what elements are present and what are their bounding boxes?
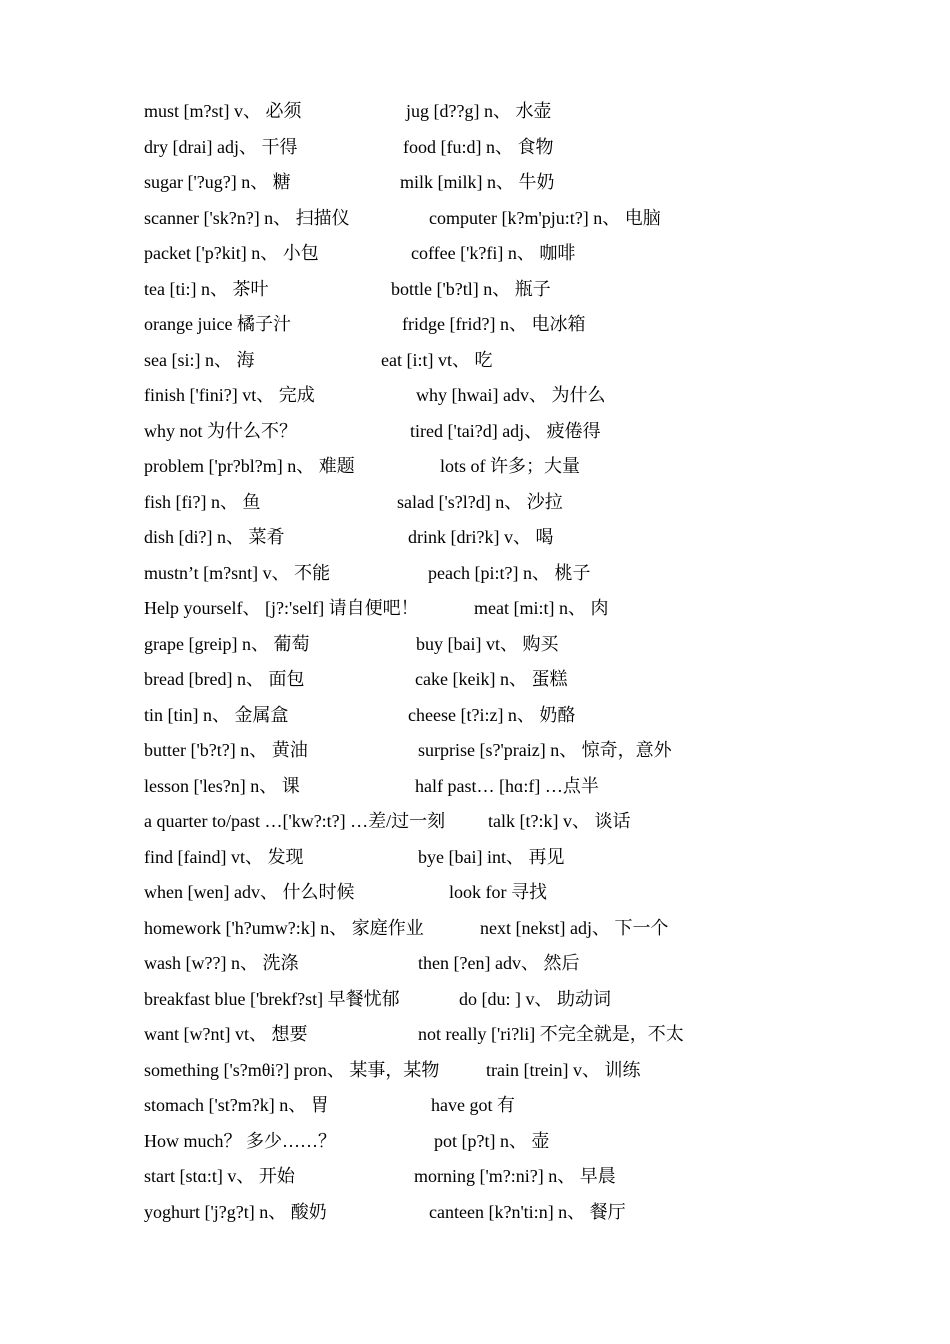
- vocab-row: [0, 130, 950, 166]
- vocab-entry-right: look for 寻找: [449, 882, 547, 902]
- vocab-entry-left: bread [bred] n、 面包: [144, 669, 305, 689]
- vocab-entry-left: a quarter to/past …['kw?:t?] …差/过一刻: [144, 811, 446, 831]
- vocab-row: [0, 982, 950, 1018]
- vocab-entry-right: tired ['tai?d] adj、 疲倦得: [410, 420, 601, 441]
- vocab-entry-left: sugar ['?ug?] n、 糖: [144, 172, 291, 192]
- vocab-row: [0, 1053, 950, 1089]
- vocab-row: [0, 414, 950, 450]
- vocab-entry-right: have got 有: [431, 1095, 515, 1115]
- vocab-row: [0, 733, 950, 769]
- vocab-entry-left: lesson ['les?n] n、 课: [144, 775, 300, 796]
- vocab-entry-right: bottle ['b?tl] n、 瓶子: [391, 278, 551, 299]
- vocab-row: [0, 1195, 950, 1231]
- vocab-entry-left: dish [di?] n、 菜肴: [144, 527, 285, 547]
- vocab-row: [0, 165, 950, 201]
- vocab-row: [0, 946, 950, 982]
- vocab-row: [0, 201, 950, 237]
- vocab-entry-right: food [fu:d] n、 食物: [403, 136, 554, 157]
- vocabulary-list: [0, 94, 950, 1230]
- vocab-entry-right: next [nekst] adj、 下一个: [480, 917, 669, 938]
- vocab-entry-right: why [hwai] adv、 为什么: [416, 385, 606, 405]
- vocab-entry-right: canteen [k?n'ti:n] n、 餐厅: [429, 1201, 626, 1222]
- vocab-row: [0, 1088, 950, 1124]
- vocab-entry-right: meat [mi:t] n、 肉: [474, 598, 609, 618]
- vocab-row: [0, 449, 950, 485]
- vocab-row: [0, 556, 950, 592]
- vocab-entry-left: sea [si:] n、 海: [144, 349, 255, 370]
- vocab-entry-right: train [trein] v、 训练: [486, 1059, 641, 1080]
- vocab-entry-right: eat [i:t] vt、 吃: [381, 349, 493, 370]
- vocab-entry-left: yoghurt ['j?g?t] n、 酸奶: [144, 1201, 327, 1222]
- vocab-entry-right: half past… [hɑ:f] …点半: [415, 775, 599, 796]
- vocab-entry-left: find [faind] vt、 发现: [144, 846, 304, 867]
- vocab-entry-left: fish [fi?] n、 鱼: [144, 491, 261, 512]
- vocab-row: [0, 875, 950, 911]
- vocab-entry-right: not really ['ri?li] 不完全就是，不太: [418, 1024, 684, 1044]
- vocab-row: [0, 236, 950, 272]
- vocab-entry-right: jug [d??g] n、 水壶: [406, 101, 552, 121]
- vocab-row: [0, 343, 950, 379]
- vocab-row: [0, 840, 950, 876]
- vocab-entry-left: start [stɑ:t] v、 开始: [144, 1166, 295, 1186]
- vocab-entry-right: computer [k?m'pju:t?] n、 电脑: [429, 207, 661, 228]
- vocab-entry-left: butter ['b?t?] n、 黄油: [144, 740, 308, 760]
- vocab-entry-right: lots of 许多；大量: [440, 456, 581, 476]
- vocab-entry-right: salad ['s?l?d] n、 沙拉: [397, 491, 563, 512]
- vocab-entry-left: tea [ti:] n、 茶叶: [144, 278, 269, 299]
- vocab-row: [0, 769, 950, 805]
- vocab-row: [0, 911, 950, 947]
- vocab-entry-right: do [du: ] v、 助动词: [459, 988, 611, 1009]
- vocab-entry-left: why not 为什么不？: [144, 420, 297, 441]
- vocab-entry-left: How much？ 多少……？: [144, 1130, 336, 1151]
- vocab-entry-right: fridge [frid?] n、 电冰箱: [402, 314, 586, 334]
- vocab-row: [0, 94, 950, 130]
- vocab-entry-right: cheese [t?i:z] n、 奶酪: [408, 704, 576, 725]
- vocab-row: [0, 1017, 950, 1053]
- vocab-row: [0, 698, 950, 734]
- vocab-entry-right: cake [keik] n、 蛋糕: [415, 669, 568, 689]
- vocab-row: [0, 1124, 950, 1160]
- vocab-entry-right: then [?en] adv、 然后: [418, 953, 580, 973]
- vocab-entry-left: mustn’t [m?snt] v、 不能: [144, 562, 331, 583]
- vocab-entry-left: scanner ['sk?n?] n、 扫描仪: [144, 207, 350, 228]
- vocab-entry-left: problem ['pr?bl?m] n、 难题: [144, 456, 355, 476]
- vocab-row: [0, 485, 950, 521]
- vocab-entry-left: tin [tin] n、 金属盒: [144, 704, 289, 725]
- vocab-entry-left: Help yourself、 [j?:'self] 请自便吧！: [144, 598, 419, 618]
- vocab-entry-left: stomach ['st?m?k] n、 胃: [144, 1095, 329, 1115]
- vocab-entry-right: pot [p?t] n、 壶: [434, 1130, 550, 1151]
- vocab-entry-left: grape [greip] n、 葡萄: [144, 633, 310, 654]
- vocab-row: [0, 272, 950, 308]
- vocab-entry-right: buy [bai] vt、 购买: [416, 633, 559, 654]
- vocab-entry-left: when [wen] adv、 什么时候: [144, 882, 355, 902]
- vocab-entry-left: wash [w??] n、 洗涤: [144, 953, 299, 973]
- vocab-entry-right: talk [t?:k] v、 谈话: [488, 811, 631, 831]
- vocab-entry-left: breakfast blue ['brekf?st] 早餐忧郁: [144, 988, 400, 1009]
- vocab-entry-right: surprise [s?'praiz] n、 惊奇，意外: [418, 740, 672, 760]
- vocab-entry-right: bye [bai] int、 再见: [418, 846, 565, 867]
- vocab-row: [0, 1159, 950, 1195]
- vocab-row: [0, 591, 950, 627]
- vocab-row: [0, 627, 950, 663]
- vocab-entry-left: must [m?st] v、 必须: [144, 101, 302, 121]
- vocab-entry-left: finish ['fini?] vt、 完成: [144, 385, 315, 405]
- vocab-row: [0, 307, 950, 343]
- vocab-row: [0, 378, 950, 414]
- vocab-entry-right: drink [dri?k] v、 喝: [408, 527, 554, 547]
- vocab-entry-left: packet ['p?kit] n、 小包: [144, 243, 319, 263]
- vocab-entry-left: homework ['h?umw?:k] n、 家庭作业: [144, 917, 424, 938]
- vocab-row: [0, 804, 950, 840]
- vocab-entry-right: milk [milk] n、 牛奶: [400, 172, 555, 192]
- vocab-row: [0, 520, 950, 556]
- vocab-row: [0, 662, 950, 698]
- vocab-entry-left: something ['s?mθi?] pron、 某事，某物: [144, 1059, 440, 1080]
- vocab-entry-right: coffee ['k?fi] n、 咖啡: [411, 243, 576, 263]
- vocab-entry-left: want [w?nt] vt、 想要: [144, 1024, 308, 1044]
- vocab-entry-right: morning ['m?:ni?] n、 早晨: [414, 1166, 616, 1186]
- vocab-entry-left: dry [drai] adj、 干得: [144, 136, 298, 157]
- vocab-entry-right: peach [pi:t?] n、 桃子: [428, 562, 591, 583]
- vocab-entry-left: orange juice 橘子汁: [144, 314, 291, 334]
